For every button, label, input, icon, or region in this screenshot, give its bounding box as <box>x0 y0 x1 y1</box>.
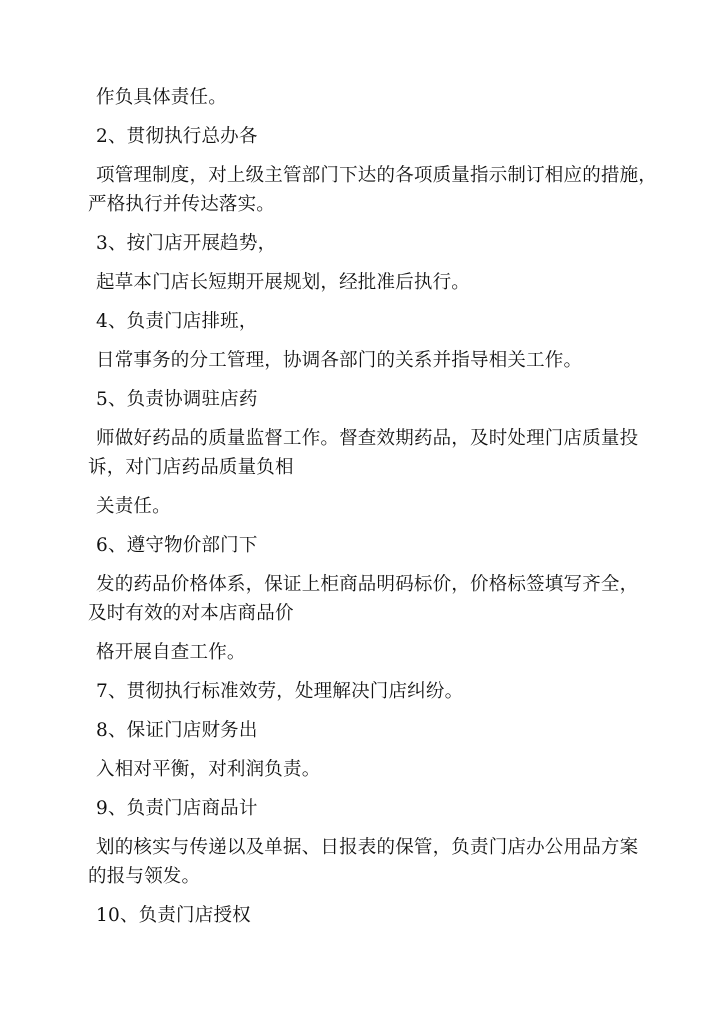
text-line: 9、负责门店商品计 <box>96 798 258 819</box>
text-line: 师做好药品的质量监督工作。督查效期药品，及时处理门店质量投 <box>96 428 639 449</box>
text-line: 8、保证门店财务出 <box>96 720 258 741</box>
text-line: 关责任。 <box>96 496 171 517</box>
text-line: 格开展自查工作。 <box>96 642 246 663</box>
text-line: 5、负责协调驻店药 <box>96 389 258 410</box>
text-line: 诉，对门店药品质量负相 <box>88 457 294 478</box>
text-line: 6、遵守物价部门下 <box>96 535 258 556</box>
text-line: 项管理制度，对上级主管部门下达的各项质量指示制订相应的措施， <box>96 165 658 186</box>
text-line: 起草本门店长短期开展规划，经批准后执行。 <box>96 272 471 293</box>
text-line: 10、负责门店授权 <box>96 905 251 926</box>
text-line: 作负具体责任。 <box>96 87 227 108</box>
text-line: 划的核实与传递以及单据、日报表的保管，负责门店办公用品方案 <box>96 837 639 858</box>
text-line: 及时有效的对本店商品价 <box>88 603 294 624</box>
text-line: 2、贯彻执行总办各 <box>96 126 258 147</box>
text-line: 4、负责门店排班， <box>96 311 258 332</box>
text-line: 发的药品价格体系，保证上柜商品明码标价，价格标签填写齐全， <box>96 574 639 595</box>
text-line: 严格执行并传达落实。 <box>88 194 276 215</box>
text-line: 入相对平衡，对利润负责。 <box>96 759 321 780</box>
text-line: 的报与领发。 <box>88 866 201 887</box>
text-line: 7、贯彻执行标准效劳，处理解决门店纠纷。 <box>96 681 464 702</box>
text-line: 3、按门店开展趋势， <box>96 233 277 254</box>
text-line: 日常事务的分工管理，协调各部门的关系并指导相关工作。 <box>96 350 583 371</box>
